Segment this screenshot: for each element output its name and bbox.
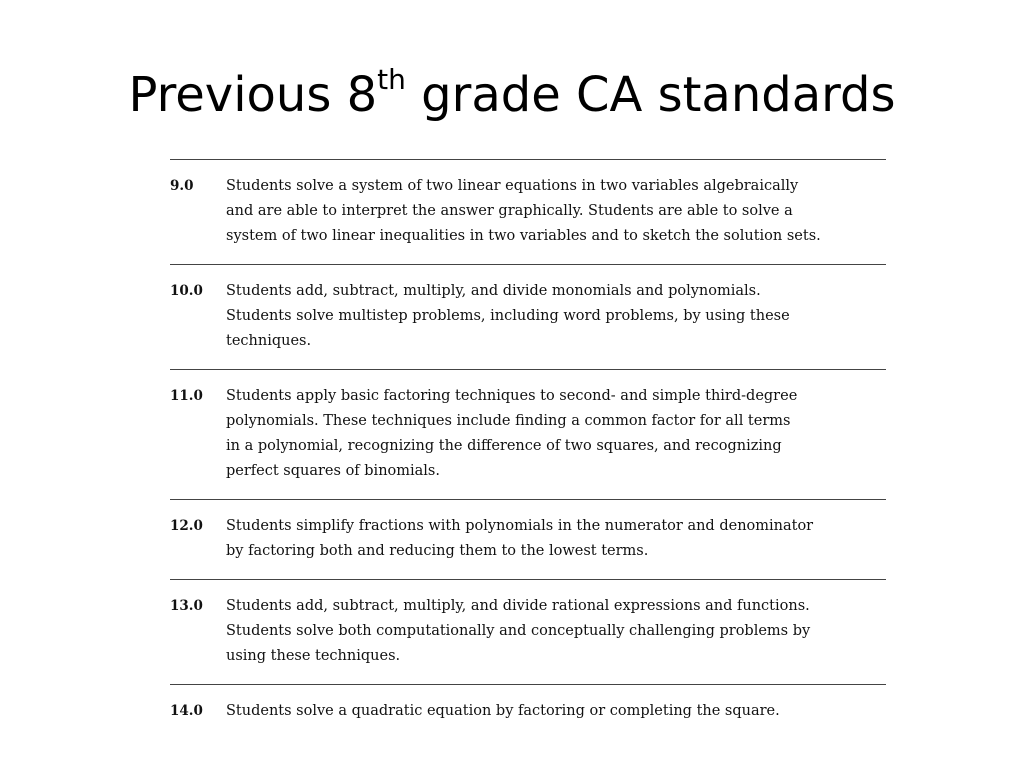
standard-line: techniques. [226, 333, 312, 349]
standard-line: Students solve a system of two linear equations in two variables algebraically [226, 178, 799, 194]
standard-row [170, 369, 886, 499]
standard-text [226, 594, 886, 669]
standard-text [226, 384, 886, 484]
standards-list [170, 159, 886, 728]
standard-line: polynomials. These techniques include finding a common factor for all terms [226, 413, 791, 429]
standard-text [226, 699, 886, 724]
standard-line: using these techniques. [226, 648, 401, 664]
standard-line: by factoring both and reducing them to the lowest terms. [226, 543, 649, 559]
standard-number: 13.0 [170, 598, 203, 614]
slide-title [0, 62, 1024, 128]
title-superscript: th [377, 63, 406, 96]
standard-number: 10.0 [170, 283, 203, 299]
standard-row [170, 159, 886, 264]
title-main: Previous 8 [128, 67, 378, 123]
standard-text [226, 514, 886, 564]
standard-line: system of two linear inequalities in two variables and to sketch the solution sets. [226, 228, 821, 244]
standard-row [170, 264, 886, 369]
standard-row [170, 579, 886, 684]
standard-text [226, 279, 886, 354]
standard-line: Students solve multistep problems, including word problems, by using these [226, 308, 790, 324]
standard-number: 11.0 [170, 388, 203, 404]
standard-number: 14.0 [170, 703, 203, 719]
standard-line: Students simplify fractions with polynomials in the numerator and denominator [226, 518, 814, 534]
standard-row [170, 684, 886, 728]
standard-number: 9.0 [170, 178, 194, 194]
standard-line: perfect squares of binomials. [226, 463, 440, 479]
title-rest: grade CA standards [405, 67, 896, 123]
standard-row [170, 499, 886, 579]
standard-line: Students apply basic factoring techniques to second- and simple third-degree [226, 388, 798, 404]
standard-number: 12.0 [170, 518, 203, 534]
standard-line: Students solve a quadratic equation by factoring or completing the square. [226, 703, 780, 719]
standard-text [226, 174, 886, 249]
standard-line: Students add, subtract, multiply, and divide monomials and polynomials. [226, 283, 761, 299]
standard-line: in a polynomial, recognizing the difference of two squares, and recognizing [226, 438, 782, 454]
standard-line: Students add, subtract, multiply, and divide rational expressions and functions. [226, 598, 810, 614]
standard-line: Students solve both computationally and conceptually challenging problems by [226, 623, 811, 639]
standard-line: and are able to interpret the answer graphically. Students are able to solve a [226, 203, 793, 219]
